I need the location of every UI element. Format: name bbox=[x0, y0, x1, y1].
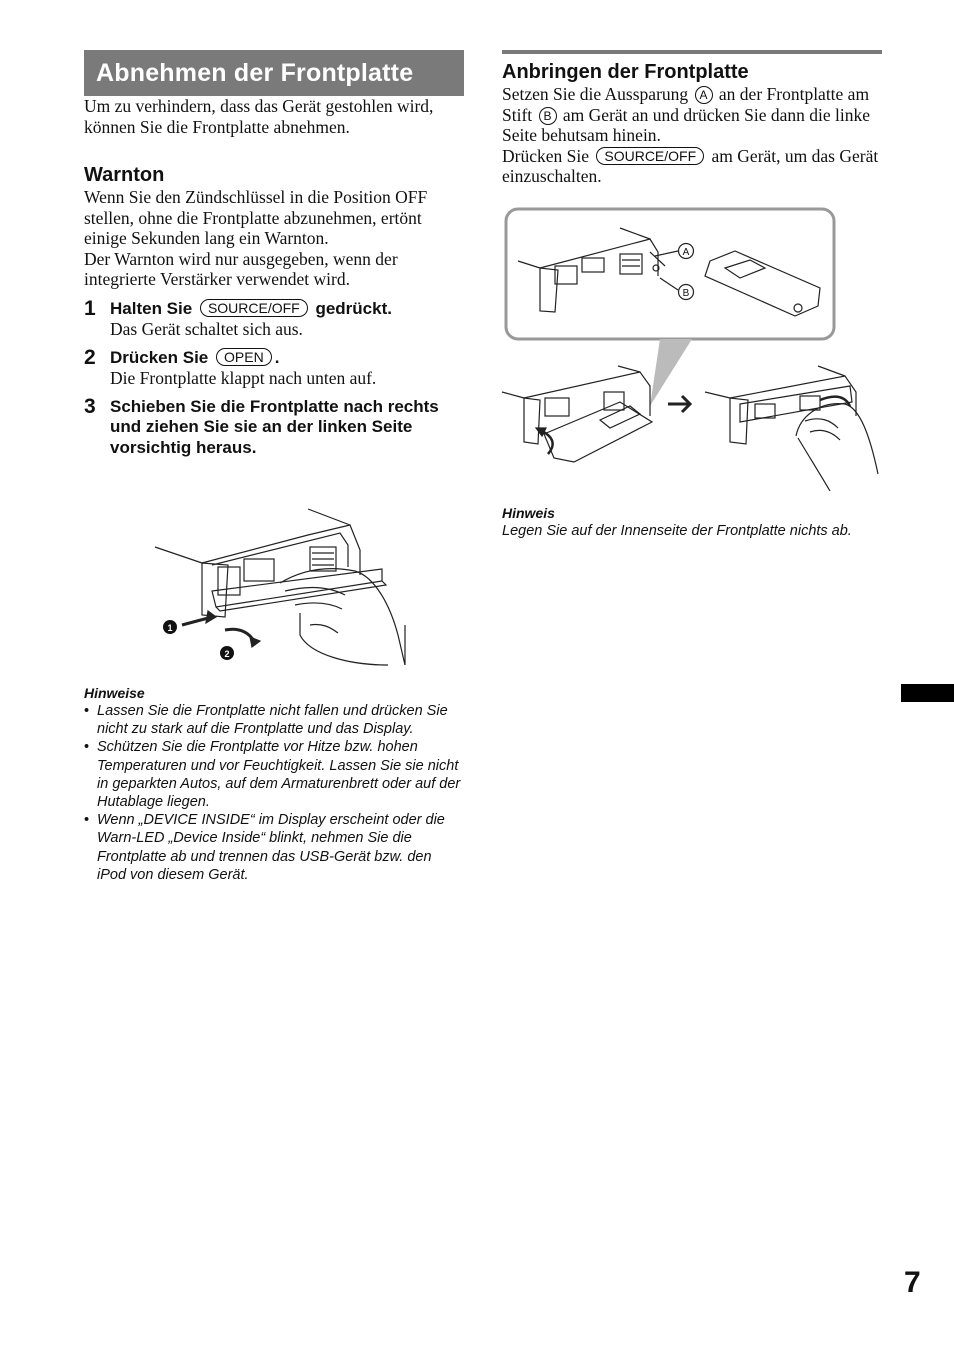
text-run: Drücken Sie bbox=[502, 145, 589, 166]
source-off-button-label: SOURCE/OFF bbox=[596, 147, 704, 165]
step-2 bbox=[84, 345, 464, 389]
step-text: . bbox=[274, 347, 280, 367]
section-rule bbox=[502, 50, 882, 54]
step-number: 3 bbox=[84, 394, 96, 418]
page-number: 7 bbox=[904, 1266, 921, 1299]
warnton-text-1: Wenn Sie den Zündschlüssel in die Position OFF stellen, ohne die Frontplatte abzunehmen, ertönt einige Sekunden lang ein Warnton. bbox=[84, 187, 428, 248]
step-1 bbox=[84, 296, 464, 340]
text-run: am Gerät, um das Gerät einzuschalten. bbox=[502, 145, 879, 186]
warnton-text-2: Der Warnton wird nur ausgegeben, wenn der integrierte Verstärker verwendet wird. bbox=[84, 248, 398, 289]
step-desc: Die Frontplatte klappt nach unten auf. bbox=[110, 368, 377, 388]
warnton-heading: Warnton bbox=[84, 164, 165, 186]
step-text: gedrückt. bbox=[315, 298, 392, 318]
notes-heading: Hinweise bbox=[84, 685, 145, 701]
intro-text: Um zu verhindern, dass das Gerät gestohlen wird, können Sie die Frontplatte abnehmen. bbox=[84, 96, 434, 137]
text-run: am Gerät an und drücken Sie dann die linke Seite behutsam hinein. bbox=[502, 104, 871, 145]
source-off-button-label: SOURCE/OFF bbox=[200, 299, 308, 317]
right-note-section bbox=[502, 504, 902, 540]
right-note-heading: Hinweis bbox=[502, 505, 555, 521]
step-text: Drücken Sie bbox=[110, 347, 209, 367]
attach-text-1 bbox=[502, 84, 882, 146]
step-number: 2 bbox=[84, 345, 96, 369]
attach-panel-illustration bbox=[500, 206, 885, 496]
note-item: • Wenn „DEVICE INSIDE“ im Display erscheint oder die Warn-LED „Device Inside“ blinkt, nehmen Sie die Frontplatte ab und trennen das USB-Gerät bzw. den iPod von diesem Gerät. bbox=[84, 811, 464, 884]
figure-label-a: A bbox=[682, 247, 690, 258]
label-b-badge: B bbox=[539, 107, 557, 125]
step-3 bbox=[84, 394, 464, 459]
section-title-attach: Anbringen der Frontplatte bbox=[502, 61, 749, 83]
label-a-badge: A bbox=[695, 86, 713, 104]
text-run: Setzen Sie die Aussparung bbox=[502, 84, 689, 104]
remove-panel-illustration bbox=[150, 505, 415, 670]
step-text: Halten Sie bbox=[110, 298, 193, 318]
notes-list bbox=[84, 702, 464, 884]
notes-section bbox=[84, 684, 464, 884]
open-button-label: OPEN bbox=[216, 348, 272, 366]
callout-2: 2 bbox=[224, 649, 230, 659]
right-note-text: Legen Sie auf der Innenseite der Frontplatte nichts ab. bbox=[502, 523, 852, 539]
step-title bbox=[110, 348, 464, 369]
callout-1: 1 bbox=[167, 623, 173, 633]
right-column bbox=[502, 50, 882, 187]
figure-label-b: B bbox=[682, 288, 690, 299]
step-number: 1 bbox=[84, 296, 96, 320]
left-column bbox=[84, 50, 464, 458]
step-title: Schieben Sie die Frontplatte nach rechts und ziehen Sie sie an der linken Seite vorsichtig heraus. bbox=[110, 396, 439, 457]
side-tab-marker bbox=[901, 684, 954, 702]
text-run: an der Frontplatte am Stift bbox=[502, 84, 870, 125]
section-title-remove: Abnehmen der Frontplatte bbox=[84, 50, 464, 96]
note-item: • Lassen Sie die Frontplatte nicht fallen und drücken Sie nicht zu stark auf die Frontplatte und das Display. bbox=[84, 702, 464, 738]
attach-text-2 bbox=[502, 146, 882, 187]
note-item: • Schützen Sie die Frontplatte vor Hitze bzw. hohen Temperaturen und vor Feuchtigkeit. Lassen Sie sie nicht in geparkten Autos, auf dem Armaturenbrett oder auf der Hutablage liegen. bbox=[84, 738, 464, 811]
warnton-section bbox=[84, 163, 464, 290]
step-desc: Das Gerät schaltet sich aus. bbox=[110, 319, 303, 339]
step-title bbox=[110, 299, 464, 320]
